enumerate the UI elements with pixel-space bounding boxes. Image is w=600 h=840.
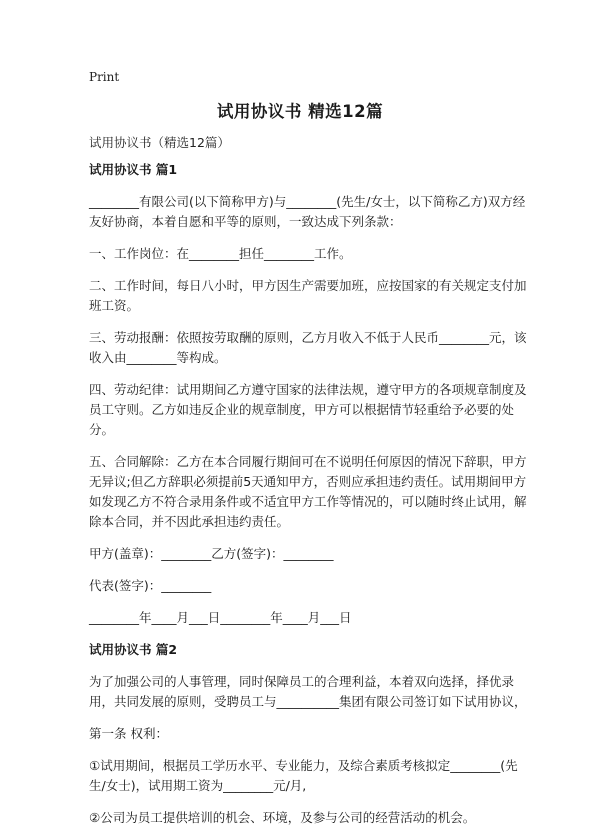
document-subtitle: 试用协议书（精选12篇）: [89, 135, 230, 150]
paragraph: ②公司为员工提供培训的机会、环境，及参与公司的经营活动的机会。: [89, 810, 476, 825]
signature-line: 代表(签字)：________: [89, 578, 212, 593]
document-title: 试用协议书 精选12篇: [216, 102, 384, 121]
paragraph: 一、工作岗位：在________担任________工作。: [89, 246, 352, 261]
paragraph: 第一条 权利：: [89, 726, 168, 741]
paragraph: 五、合同解除：乙方在本合同履行期间可在不说明任何原因的情况下辞职，甲方无异议;但乙方辞职必须提前5天通知甲方，否则应承担违约责任。试用期间甲方如发现乙方不符合录用条件或不适宜甲方工作等情况的，可以随时终止试用，解除本合同，并不因此承担违约责任。: [89, 454, 527, 529]
paragraph: 四、劳动纪律：试用期间乙方遵守国家的法律法规，遵守甲方的各项规章制度及员工守则。乙方如违反企业的规章制度，甲方可以根据情节轻重给予必要的处分。: [89, 382, 527, 437]
paragraph: 二、工作时间，每日八小时，甲方因生产需要加班，应按国家的有关规定支付加班工资。: [89, 278, 527, 313]
section-heading: 试用协议书 篇1: [89, 162, 178, 177]
paragraph: ①试用期间，根据员工学历水平、专业能力，及综合素质考核拟定________(先生/女士)，试用期工资为________元/月,: [89, 758, 518, 793]
date-line: ________年____月___日________年____月___日: [89, 610, 352, 625]
section-heading: 试用协议书 篇2: [89, 642, 178, 657]
paragraph: ________有限公司(以下简称甲方)与________(先生/女士，以下简称乙方)双方经友好协商，本着自愿和平等的原则，一致达成下列条款：: [89, 194, 526, 229]
signature-line: 甲方(盖章)：________乙方(签字)：________: [89, 546, 334, 561]
print-link[interactable]: Print: [89, 70, 120, 84]
document-body: [89, 160, 529, 840]
paragraph: 为了加强公司的人事管理，同时保障员工的合理利益，本着双向选择，择优录用，共同发展的原则，受聘员工与__________集团有限公司签订如下试用协议，: [89, 674, 527, 709]
paragraph: 三、劳动报酬：依照按劳取酬的原则，乙方月收入不低于人民币________元，该收入由________等构成。: [89, 330, 527, 365]
